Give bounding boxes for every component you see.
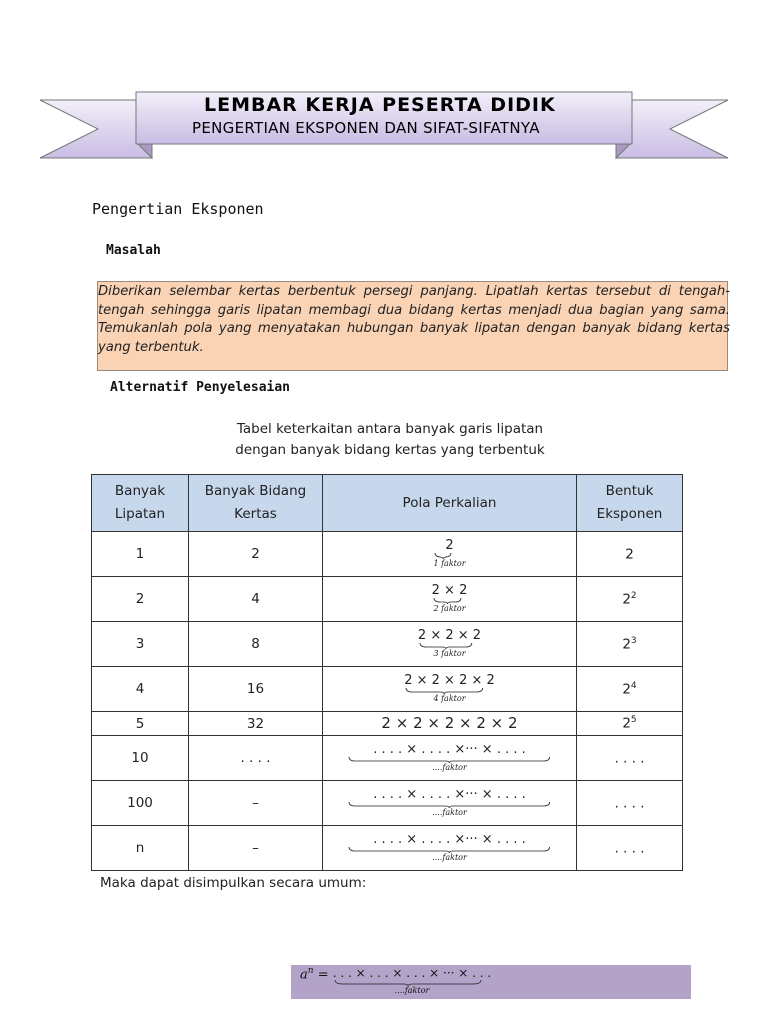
cell-pola <box>323 622 577 667</box>
factor-label: ....faktor <box>432 807 467 817</box>
table-row <box>92 826 683 871</box>
cell-bidang: 8 <box>189 622 323 667</box>
factor-label: 4 faktor <box>433 693 466 703</box>
table-row <box>92 712 683 736</box>
header-pola: Pola Perkalian <box>323 475 577 532</box>
cell-lipatan: 4 <box>92 667 189 712</box>
exponent-base: . . . . <box>614 750 645 767</box>
problem-heading: Masalah <box>106 243 161 258</box>
pattern-expression: 2 × 2 × 2 × 2 × 2 <box>381 713 518 732</box>
pattern-expression: . . . . × . . . . ×··· × . . . . <box>373 831 526 847</box>
pattern-expression: . . . . × . . . . ×··· × . . . . <box>373 741 526 757</box>
table-header-row <box>92 475 683 532</box>
cell-lipatan: 5 <box>92 712 189 736</box>
conclusion-text: Maka dapat disimpulkan secara umum: <box>100 875 367 891</box>
cell-bentuk <box>577 532 683 577</box>
cell-pola <box>323 781 577 826</box>
exponent-base: 2 <box>625 546 634 563</box>
general-formula: $a^n$ = . . . × . . . × . . . × ··· × . . . ....faktor <box>300 966 492 995</box>
cell-bidang: 16 <box>189 667 323 712</box>
cell-lipatan: 2 <box>92 577 189 622</box>
cell-pola <box>323 577 577 622</box>
exponent-power: 5 <box>630 715 637 726</box>
table-row <box>92 667 683 712</box>
factor-label: ....faktor <box>432 852 467 862</box>
cell-bentuk <box>577 667 683 712</box>
cell-bidang: – <box>189 781 323 826</box>
cell-pola <box>323 532 577 577</box>
header-bentuk: Bentuk Eksponen <box>577 475 683 532</box>
folding-table <box>91 474 683 871</box>
cell-pola <box>323 667 577 712</box>
factor-label: ....faktor <box>432 762 467 772</box>
cell-bidang: 32 <box>189 712 323 736</box>
pattern-expression: 2 <box>445 537 454 553</box>
section-title: Pengertian Eksponen <box>92 200 264 218</box>
exponent-base: . . . . <box>614 840 645 857</box>
factor-label: 3 faktor <box>433 648 466 658</box>
formula-base: a <box>300 967 308 983</box>
table-row <box>92 532 683 577</box>
table-row <box>92 577 683 622</box>
pattern-expression: 2 × 2 × 2 × 2 <box>404 672 495 688</box>
factor-label: 2 faktor <box>433 603 466 613</box>
header-bidang: Banyak Bidang Kertas <box>189 475 323 532</box>
cell-bidang: – <box>189 826 323 871</box>
pattern-expression: 2 × 2 <box>431 582 468 598</box>
cell-lipatan: 10 <box>92 736 189 781</box>
header-lipatan: Banyak Lipatan <box>92 475 189 532</box>
banner-ribbon <box>0 0 768 170</box>
cell-bentuk <box>577 622 683 667</box>
exponent-power: 4 <box>630 680 637 691</box>
exponent-power: 3 <box>630 635 637 646</box>
cell-bidang: 4 <box>189 577 323 622</box>
pattern-expression: 2 × 2 × 2 <box>417 627 482 643</box>
formula-product: . . . × . . . × . . . × ··· × . . . <box>332 966 492 980</box>
cell-bidang: . . . . <box>189 736 323 781</box>
exponent-base: . . . . <box>614 795 645 812</box>
caption-line-1: Tabel keterkaitan antara banyak garis lipatan <box>236 421 544 437</box>
cell-lipatan: 1 <box>92 532 189 577</box>
exponent-base: 2 <box>622 636 631 653</box>
cell-bentuk <box>577 712 683 736</box>
cell-lipatan: 3 <box>92 622 189 667</box>
table-row <box>92 781 683 826</box>
cell-bidang: 2 <box>189 532 323 577</box>
cell-lipatan: 100 <box>92 781 189 826</box>
cell-bentuk <box>577 781 683 826</box>
cell-pola <box>323 826 577 871</box>
cell-bentuk <box>577 577 683 622</box>
table-row <box>92 622 683 667</box>
worksheet-title: LEMBAR KERJA PESERTA DIDIK <box>204 94 556 116</box>
exponent-base: 2 <box>622 681 631 698</box>
exponent-power: 2 <box>630 590 637 601</box>
solution-heading: Alternatif Penyelesaian <box>110 380 291 395</box>
factor-label: 1 faktor <box>433 558 466 568</box>
exponent-base: 2 <box>622 591 631 608</box>
cell-bentuk <box>577 736 683 781</box>
formula-factor-label: ....faktor <box>394 986 430 995</box>
caption-line-2: dengan banyak bidang kertas yang terbentuk <box>235 442 545 458</box>
cell-bentuk <box>577 826 683 871</box>
exponent-base: 2 <box>622 715 631 732</box>
formula-exponent: n <box>307 966 314 976</box>
table-row <box>92 736 683 781</box>
pattern-expression: . . . . × . . . . ×··· × . . . . <box>373 786 526 802</box>
worksheet-subtitle: PENGERTIAN EKSPONEN DAN SIFAT-SIFATNYA <box>192 119 540 137</box>
cell-lipatan: n <box>92 826 189 871</box>
table-caption <box>200 419 580 461</box>
problem-text: Diberikan selembar kertas berbentuk persegi panjang. Lipatlah kertas tersebut di tengah-tengah sehingga garis lipatan membagi dua bidang kertas menjadi dua bagian yang sama. Temukanlah pola yang menyatakan hubungan banyak lipatan dengan banyak bidang kertas yang terbentuk. <box>98 284 730 355</box>
cell-pola <box>323 712 577 736</box>
cell-pola <box>323 736 577 781</box>
